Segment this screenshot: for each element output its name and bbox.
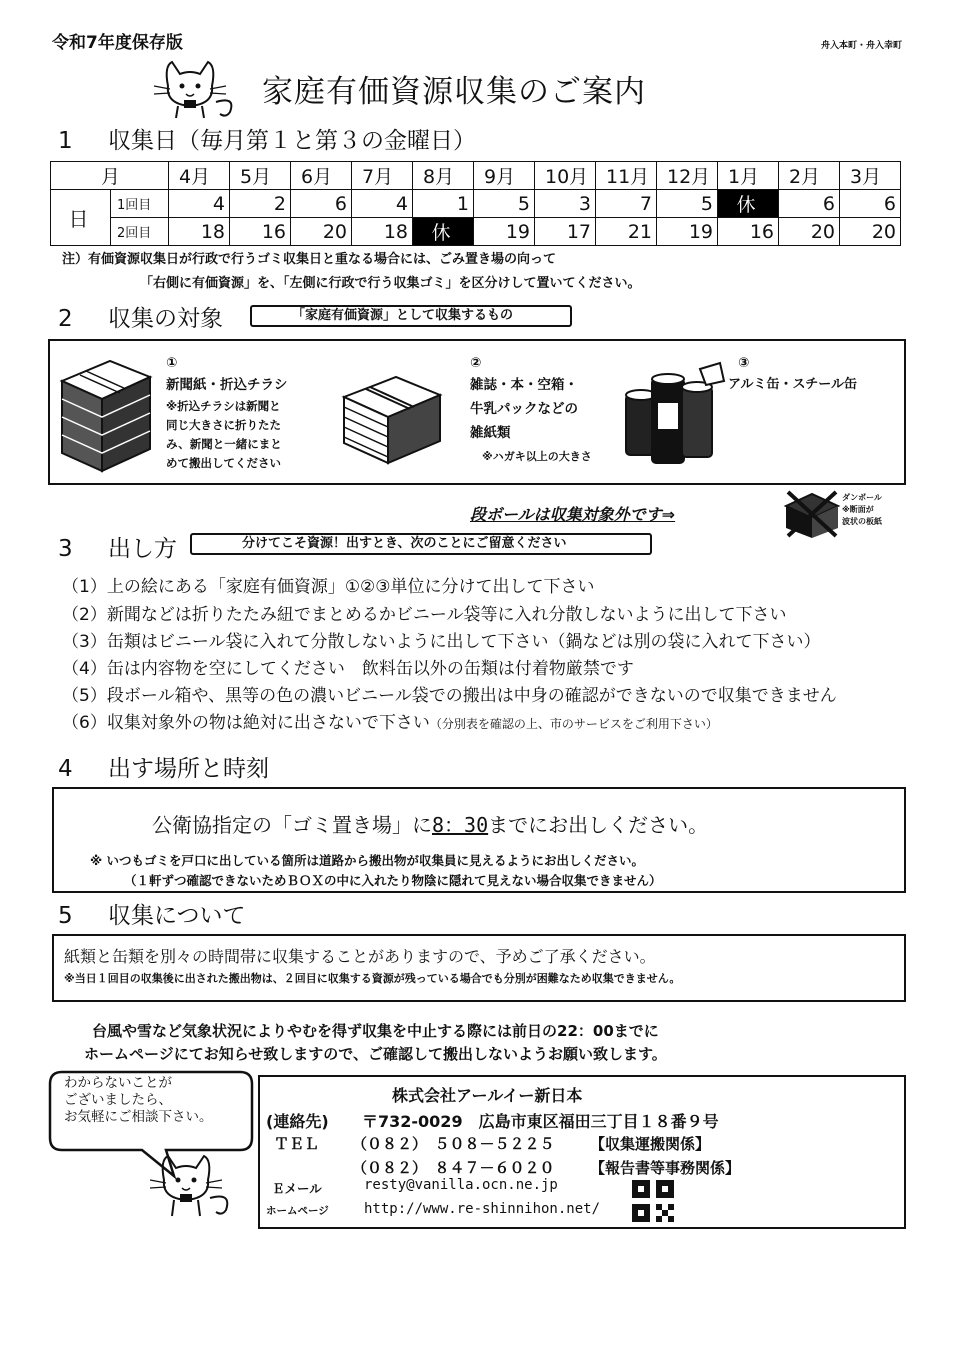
collection-time: 8：30 <box>432 813 489 837</box>
schedule-note-1: 注）有価資源収集日が行政で行うゴミ収集日と重なる場合には、ごみ置き場の向って <box>62 252 557 267</box>
table-cell: 1月 <box>718 162 779 190</box>
edition-label: 令和7年度保存版 <box>52 33 183 53</box>
section-number: 5 <box>58 903 73 929</box>
row-label: 1回目 <box>111 190 169 218</box>
section-number: 4 <box>58 756 73 782</box>
section-title: 出し方 <box>108 536 177 562</box>
table-cell: 5 <box>474 190 535 218</box>
month-header: 月 <box>51 162 169 190</box>
item-2-line-2: 雑紙類 <box>470 425 511 441</box>
item-1-note-1: ※折込チラシは新聞と <box>166 399 281 413</box>
tel-2-note: 【報告書等事務関係】 <box>590 1159 741 1177</box>
holiday-cell: 休 <box>413 218 474 246</box>
table-cell: 5 <box>657 190 718 218</box>
table-cell: 7月 <box>352 162 413 190</box>
place-time-box <box>52 787 906 893</box>
homepage-label: ホームページ <box>266 1205 329 1217</box>
item-2-line-1: 牛乳パックなどの <box>470 401 578 417</box>
table-cell: 4 <box>169 190 230 218</box>
item-1-note-2: 同じ大きさに折りたた <box>166 418 281 432</box>
table-cell: 3 <box>535 190 596 218</box>
table-cell: 1 <box>413 190 474 218</box>
bubble-line-1: わからないことが <box>64 1075 172 1091</box>
table-cell: 5月 <box>230 162 291 190</box>
page-title: 家庭有価資源収集のご案内 <box>262 74 646 110</box>
table-cell: 16 <box>718 218 779 246</box>
cardboard-label-3: 波状の板紙 <box>842 517 882 526</box>
section-2-heading <box>58 300 223 333</box>
holiday-cell: 休 <box>718 190 779 218</box>
bubble-line-3: お気軽にご相談下さい。 <box>64 1109 213 1125</box>
rule-6-suffix: （分別表を確認の上、市のサービスをご利用下さい） <box>429 717 718 731</box>
table-cell: 20 <box>779 218 840 246</box>
cardboard-label-2: ※断面が <box>842 505 874 514</box>
section-5-heading <box>58 897 246 930</box>
table-cell: 6 <box>291 190 352 218</box>
item-3-title: アルミ缶・スチール缶 <box>728 377 857 392</box>
section-number: 1 <box>58 128 73 154</box>
cardboard-label-1: ダンボール <box>842 493 882 502</box>
tel-label: ＴＥＬ <box>274 1135 320 1153</box>
table-cell: 16 <box>230 218 291 246</box>
rule-1: （1）上の絵にある「家庭有価資源」①②③単位に分けて出して下さい <box>62 577 595 597</box>
table-cell: 6 <box>840 190 901 218</box>
address: 〒732-0029 広島市東区福田三丁目１８番９号 <box>362 1112 719 1131</box>
section-title: 収集について <box>108 903 246 929</box>
row-label: 2回目 <box>111 218 169 246</box>
table-cell: 20 <box>291 218 352 246</box>
item-1-number: ① <box>166 355 178 371</box>
area-label: 舟入本町・舟入幸町 <box>820 41 902 51</box>
about-line-2: ※当日１回目の収集後に出された搬出物は、２回目に収集する資源が残っている場合でも分別が困難なため収集できません。 <box>64 972 681 985</box>
cardboard-box-icon <box>782 488 842 540</box>
item-1-title: 新聞紙・折込チラシ <box>166 377 288 393</box>
table-cell: 8月 <box>413 162 474 190</box>
table-cell: 10月 <box>535 162 596 190</box>
table-cell: 6 <box>779 190 840 218</box>
tel-1: （０８２） ５０８－５２２５ <box>352 1135 555 1153</box>
rule-2: （2）新聞などは折りたたみ紐でまとめるかビニール袋等に入れ分散しないように出して下さい <box>62 605 787 625</box>
table-cell: 17 <box>535 218 596 246</box>
table-cell: 2 <box>230 190 291 218</box>
collection-info-box <box>52 934 906 1002</box>
contact-box <box>258 1075 906 1229</box>
cardboard-notice: 段ボールは収集対象外です⇒ <box>470 505 676 524</box>
rule-6 <box>62 708 718 733</box>
item-2-note: ※ハガキ以上の大きさ <box>482 450 592 463</box>
table-cell: 19 <box>657 218 718 246</box>
weather-notice-1: 台風や雪など気象状況によりやむを得ず収集を中止する際には前日の22：00までに <box>92 1022 659 1040</box>
place-main <box>152 809 708 838</box>
table-cell: 18 <box>169 218 230 246</box>
bubble-line-2: ございましたら、 <box>64 1092 172 1108</box>
section-title: 収集の対象 <box>108 306 223 332</box>
collection-schedule-table <box>50 161 901 246</box>
section-number: 3 <box>58 536 73 562</box>
table-cell: 4月 <box>169 162 230 190</box>
schedule-note-2: 「右側に有価資源」を、「左側に行政で行う収集ゴミ」を区分けして置いてください。 <box>140 276 641 291</box>
table-cell: 3月 <box>840 162 901 190</box>
magazine-stack-icon <box>336 367 448 467</box>
collectible-items-box <box>48 339 906 485</box>
section-3-tag: 分けてこそ資源！出すとき、次のことにご留意ください <box>190 533 652 555</box>
contact-label: (連絡先) <box>266 1112 329 1131</box>
newspaper-bundle-icon <box>56 353 154 475</box>
place-note-1: ※ いつもゴミを戸口に出している箇所は道路から搬出物が収集員に見えるようにお出しください。 <box>90 853 645 868</box>
item-2-number: ② <box>470 355 482 371</box>
table-row <box>51 190 901 218</box>
cans-icon <box>620 359 730 471</box>
item-1-note-4: めて搬出してください <box>166 456 281 470</box>
place-note-2: （１軒ずつ確認できないためＢＯＸの中に入れたり物陰に隠れて見えない場合収集できません） <box>124 873 662 888</box>
day-header: 日 <box>51 190 111 246</box>
table-cell: 21 <box>596 218 657 246</box>
cat-mascot-icon <box>150 56 242 120</box>
email-label: Ｅメール <box>272 1181 322 1196</box>
table-cell: 19 <box>474 218 535 246</box>
section-2-tag: 「家庭有価資源」として収集するもの <box>250 305 572 327</box>
table-cell: 7 <box>596 190 657 218</box>
item-1-note-3: み、新聞と一緒にまと <box>166 437 282 451</box>
section-4-heading <box>58 750 269 783</box>
tel-2: （０８２） ８４７－６０２０ <box>352 1159 555 1177</box>
homepage-link[interactable]: http://www.re-shinnihon.net/ <box>364 1201 601 1217</box>
bubble-text <box>64 1075 213 1126</box>
section-number: 2 <box>58 306 73 332</box>
place-main-post: までにお出しください。 <box>488 813 709 837</box>
table-cell: 9月 <box>474 162 535 190</box>
place-main-pre: 公衛協指定の「ゴミ置き場」に <box>152 813 432 837</box>
tel-1-note: 【収集運搬関係】 <box>590 1135 711 1153</box>
weather-notice-2: ホームページにてお知らせ致しますので、ご確認して搬出しないようお願い致します。 <box>84 1045 667 1063</box>
table-row <box>51 162 901 190</box>
rule-6-main: （6）収集対象外の物は絶対に出さないで下さい <box>62 713 430 733</box>
email-link[interactable]: resty@vanilla.ocn.ne.jp <box>364 1177 558 1193</box>
rule-3: （3）缶類はビニール袋に入れて分散しないように出して下さい（鍋などは別の袋に入れて下さい） <box>62 632 821 652</box>
rule-4: （4）缶は内容物を空にしてください 飲料缶以外の缶類は付着物厳禁です <box>62 659 634 679</box>
item-3-number: ③ <box>738 355 750 371</box>
table-cell: 2月 <box>779 162 840 190</box>
section-3-heading <box>58 530 177 563</box>
table-cell: 4 <box>352 190 413 218</box>
qr-code-icon[interactable] <box>632 1179 674 1223</box>
about-line-1: 紙類と缶類を別々の時間帯に収集することがありますので、予めご了承ください。 <box>64 947 656 966</box>
section-title: 収集日（毎月第１と第３の金曜日） <box>108 128 476 154</box>
company-name: 株式会社アールイー新日本 <box>392 1086 583 1105</box>
cat-mascot-icon <box>150 1150 236 1220</box>
table-cell: 20 <box>840 218 901 246</box>
section-title: 出す場所と時刻 <box>108 756 269 782</box>
table-cell: 12月 <box>657 162 718 190</box>
section-1-heading <box>58 122 476 155</box>
rule-5: （5）段ボール箱や、黒等の色の濃いビニール袋での搬出は中身の確認ができないので収集できません <box>62 686 837 706</box>
cardboard-label <box>842 492 882 528</box>
table-cell: 11月 <box>596 162 657 190</box>
table-row <box>51 218 901 246</box>
item-2-title: 雑誌・本・空箱・ <box>470 377 578 393</box>
table-cell: 18 <box>352 218 413 246</box>
table-cell: 6月 <box>291 162 352 190</box>
